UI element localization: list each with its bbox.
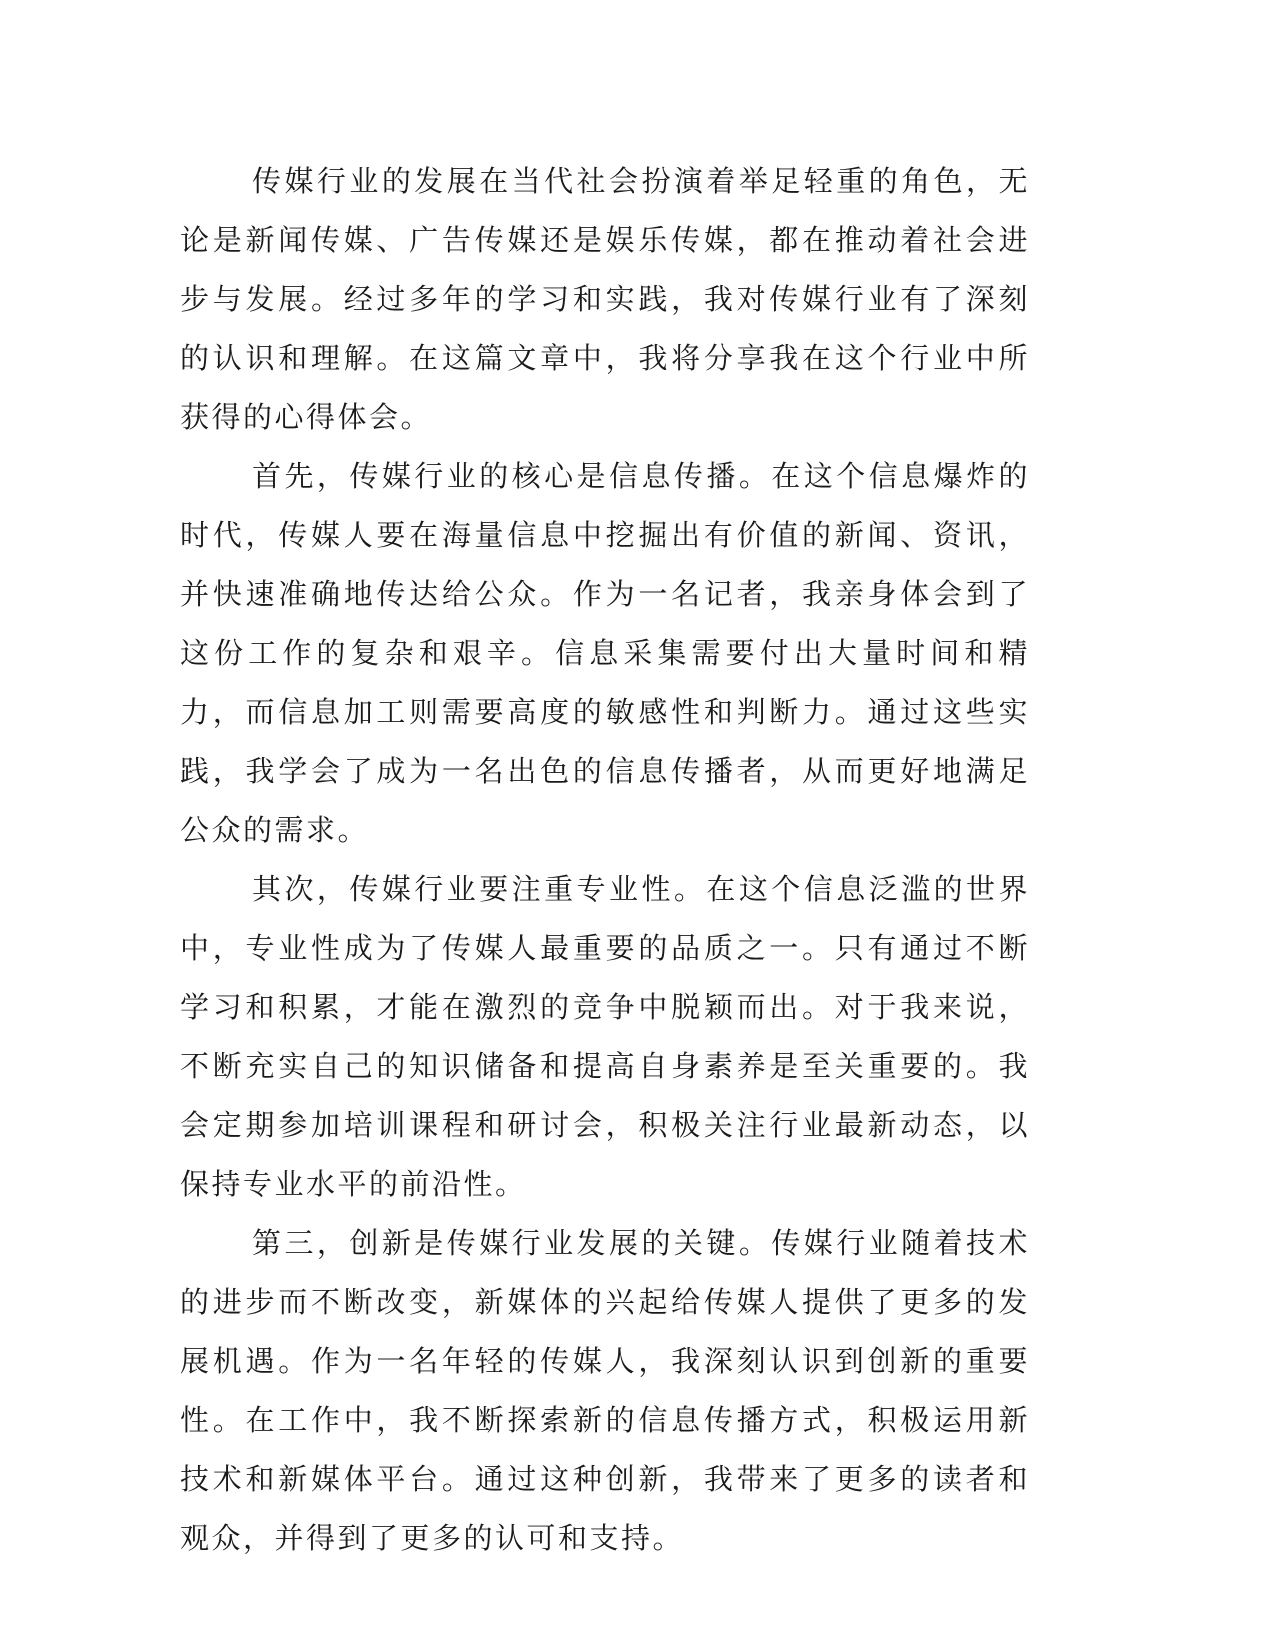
paragraph-third-point: 第三，创新是传媒行业发展的关键。传媒行业随着技术的进步而不断改变，新媒体的兴起给传媒人提供了更多的发展机遇。作为一名年轻的传媒人，我深刻认识到创新的重要性。在工作中，我不断探索新的信息传播方式，积极运用新技术和新媒体平台。通过这种创新，我带来了更多的读者和观众，并得到了更多的认可和支持。 xyxy=(180,1226,1030,1555)
document-body xyxy=(180,152,1030,1568)
paragraph-intro: 传媒行业的发展在当代社会扮演着举足轻重的角色，无论是新闻传媒、广告传媒还是娱乐传媒，都在推动着社会进步与发展。经过多年的学习和实践，我对传媒行业有了深刻的认识和理解。在这篇文章中，我将分享我在这个行业中所获得的心得体会。 xyxy=(180,164,1030,434)
paragraph-first-point: 首先，传媒行业的核心是信息传播。在这个信息爆炸的时代，传媒人要在海量信息中挖掘出有价值的新闻、资讯，并快速准确地传达给公众。作为一名记者，我亲身体会到了这份工作的复杂和艰辛。信息采集需要付出大量时间和精力，而信息加工则需要高度的敏感性和判断力。通过这些实践，我学会了成为一名出色的信息传播者，从而更好地满足公众的需求。 xyxy=(180,459,1030,847)
paragraph-second-point: 其次，传媒行业要注重专业性。在这个信息泛滥的世界中，专业性成为了传媒人最重要的品质之一。只有通过不断学习和积累，才能在激烈的竞争中脱颖而出。对于我来说，不断充实自己的知识储备和提高自身素养是至关重要的。我会定期参加培训课程和研讨会，积极关注行业最新动态，以保持专业水平的前沿性。 xyxy=(180,872,1030,1201)
